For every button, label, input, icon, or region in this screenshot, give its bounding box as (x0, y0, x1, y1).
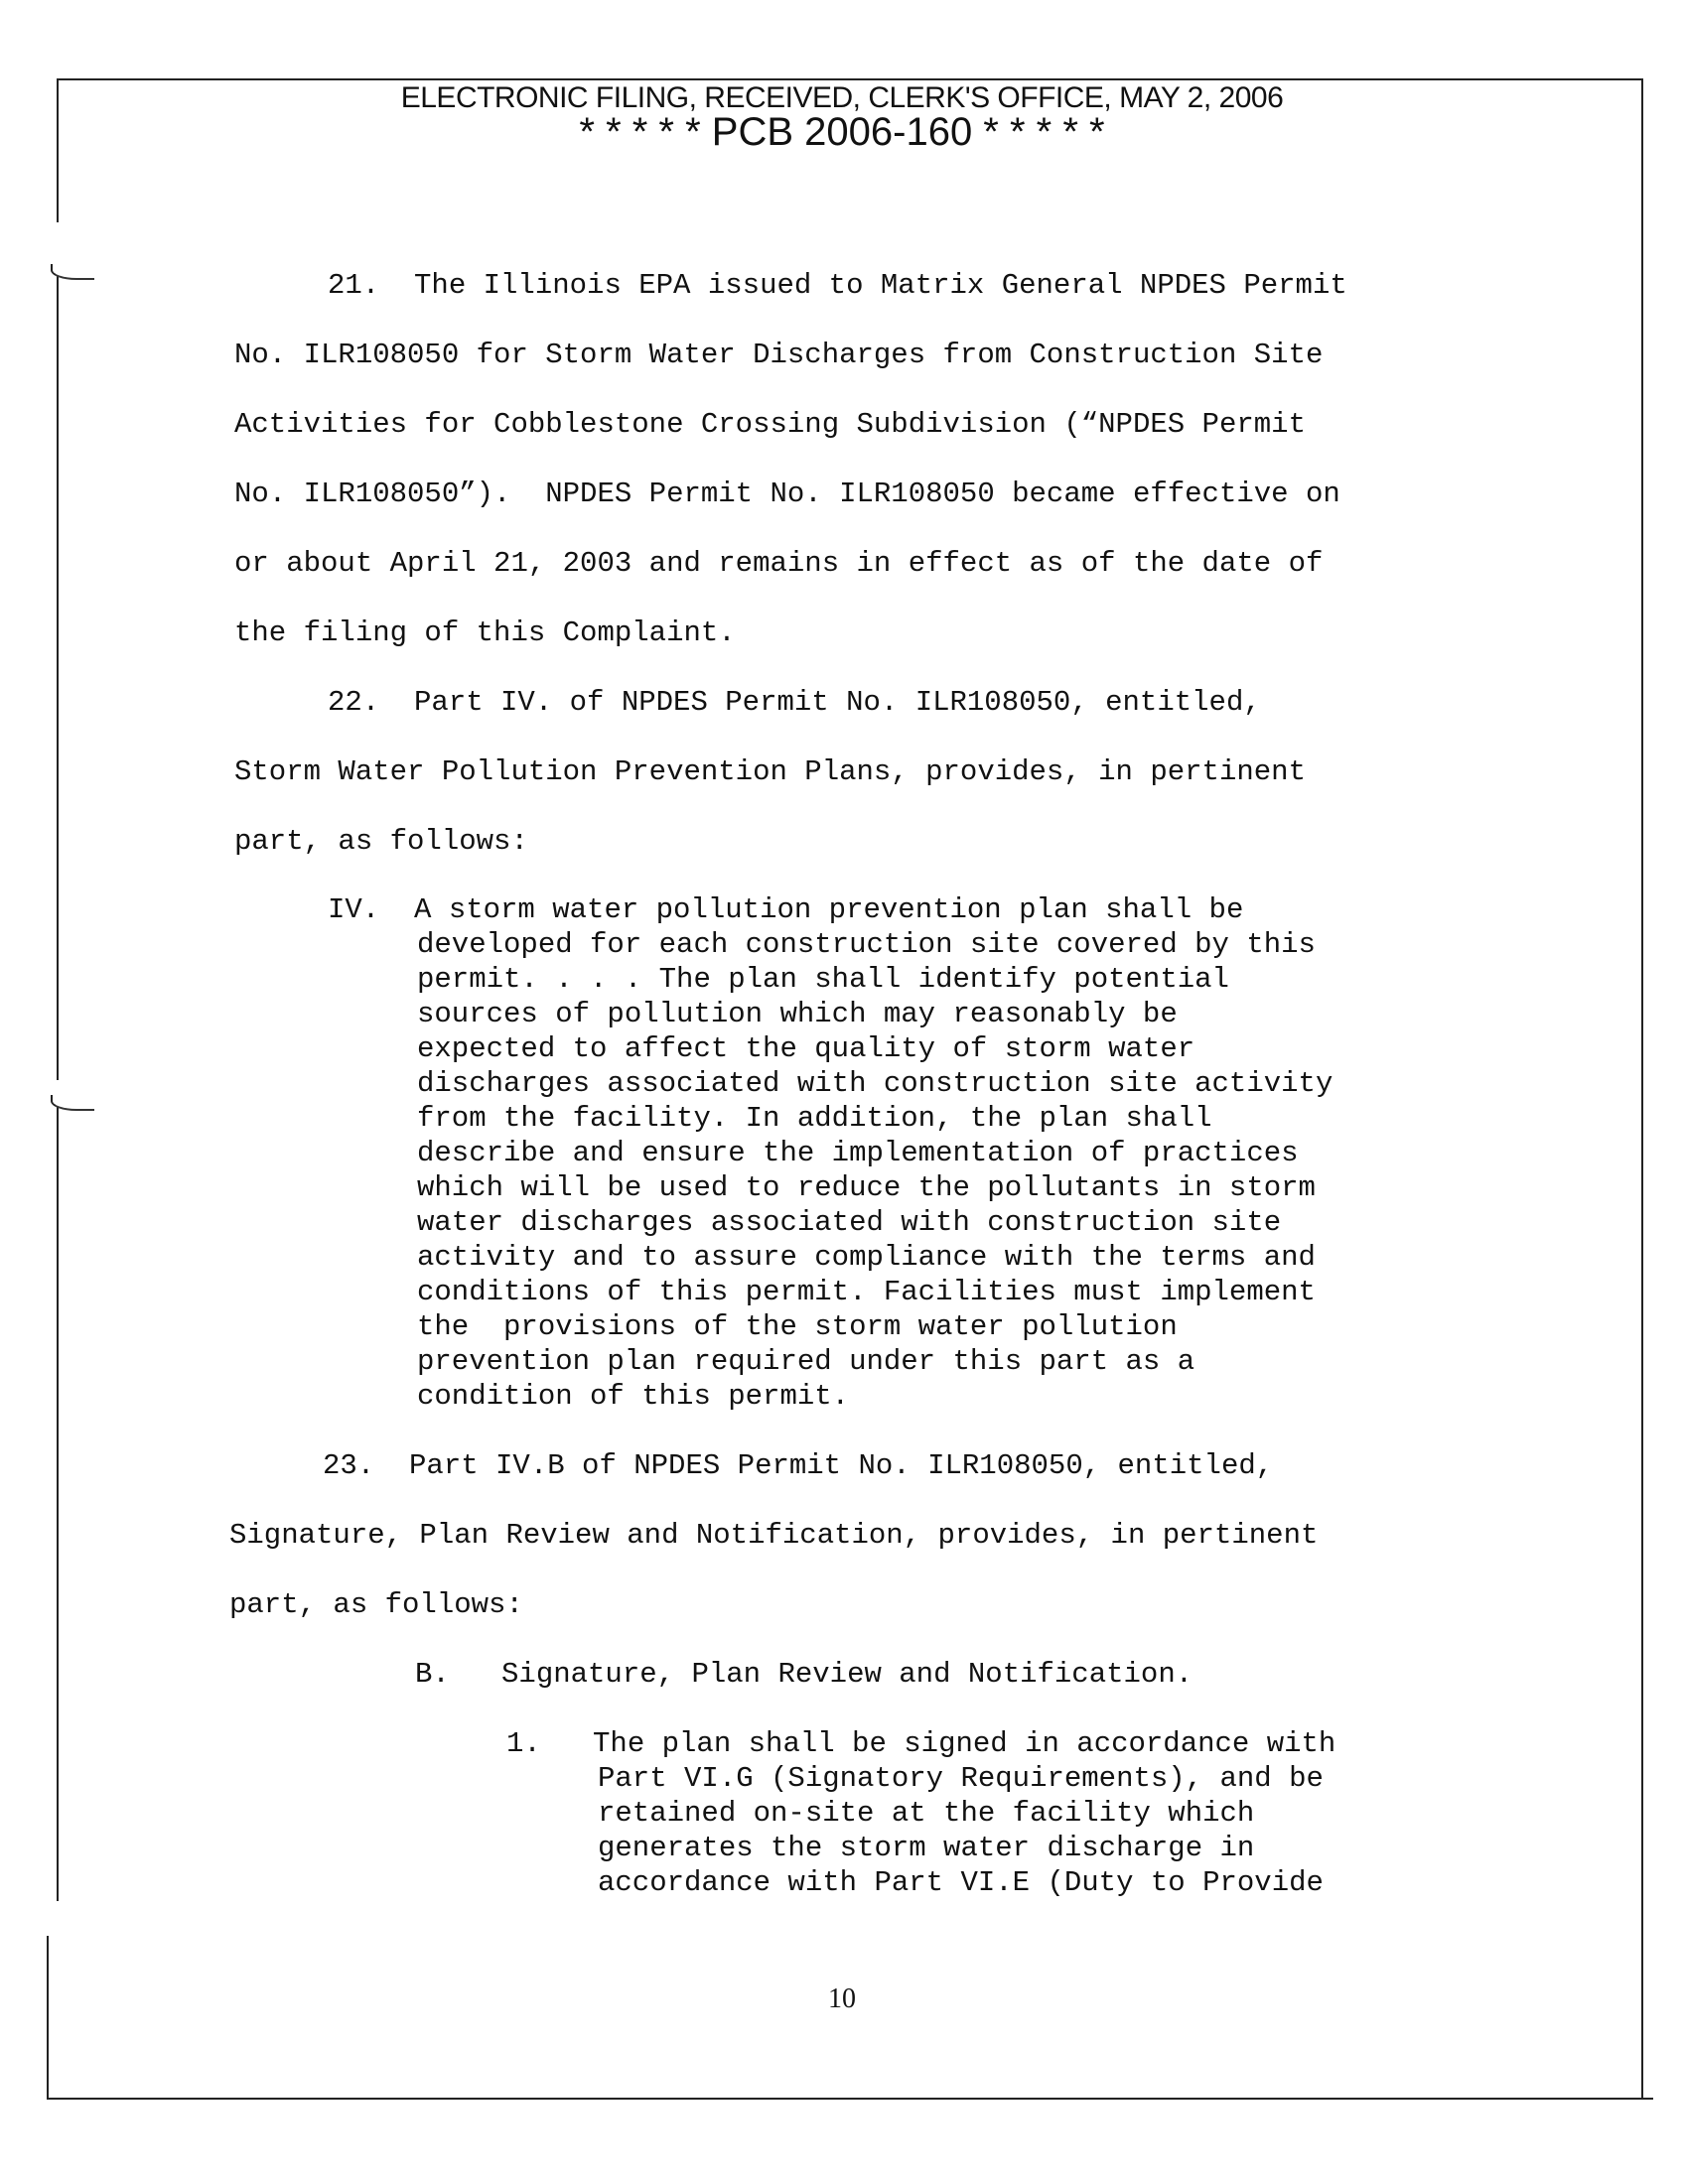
frame-left-line (47, 1936, 49, 2100)
quote-line: permit. . . . The plan shall identify potential (417, 963, 1229, 996)
quote-line: describe and ensure the implementation of practices (417, 1137, 1299, 1169)
quote-line: developed for each construction site covered by this (417, 928, 1316, 961)
quote-heading: B. Signature, Plan Review and Notification. (415, 1658, 1193, 1691)
quote-line: conditions of this permit. Facilities must implement (417, 1276, 1316, 1308)
body-line: the filing of this Complaint. (234, 616, 736, 649)
quote-line: expected to affect the quality of storm water (417, 1032, 1195, 1065)
quote-line: IV. A storm water pollution prevention plan shall be (328, 893, 1244, 926)
body-line: Activities for Cobblestone Crossing Subdivision (“NPDES Permit (234, 408, 1306, 441)
quote-line: condition of this permit. (417, 1380, 850, 1413)
quote-line: Part VI.G (Signatory Requirements), and be (598, 1762, 1324, 1795)
frame-left-line (57, 1107, 59, 1901)
frame-bottom-line (47, 2098, 1653, 2100)
case-number-stamp: * * * * * PCB 2006-160 * * * * * (579, 110, 1105, 154)
body-line: No. ILR108050 for Storm Water Discharges from Construction Site (234, 339, 1324, 371)
quote-line: water discharges associated with construction site (417, 1206, 1282, 1239)
body-line: 22. Part IV. of NPDES Permit No. ILR108050, entitled, (328, 686, 1261, 719)
frame-left-line (57, 276, 59, 1080)
quote-line: generates the storm water discharge in (598, 1832, 1255, 1864)
body-line: Signature, Plan Review and Notification, provides, in pertinent (229, 1519, 1319, 1552)
page-number: 10 (828, 1983, 856, 2014)
quote-line: from the facility. In addition, the plan shall (417, 1102, 1212, 1135)
body-line: or about April 21, 2003 and remains in effect as of the date of (234, 547, 1324, 580)
quote-line: accordance with Part VI.E (Duty to Provide (598, 1866, 1324, 1899)
quote-line: retained on-site at the facility which (598, 1797, 1255, 1830)
quote-line: prevention plan required under this part as a (417, 1345, 1195, 1378)
body-line: No. ILR108050”). NPDES Permit No. ILR108050 became effective on (234, 478, 1340, 510)
filing-stamp-line: ELECTRONIC FILING, RECEIVED, CLERK'S OFFICE, MAY 2, 2006 (400, 81, 1284, 114)
body-line: part, as follows: (229, 1588, 523, 1621)
quote-line: activity and to assure compliance with the terms and (417, 1241, 1316, 1274)
body-line: Storm Water Pollution Prevention Plans, provides, in pertinent (234, 755, 1306, 788)
quote-line: 1. The plan shall be signed in accordance with (506, 1727, 1336, 1760)
quote-line: sources of pollution which may reasonably be (417, 998, 1178, 1030)
quote-line: discharges associated with construction site activity (417, 1067, 1333, 1100)
quote-line: the provisions of the storm water pollution (417, 1310, 1178, 1343)
quote-line: which will be used to reduce the pollutants in storm (417, 1171, 1316, 1204)
frame-top-line (57, 78, 1643, 80)
body-line: 21. The Illinois EPA issued to Matrix General NPDES Permit (328, 269, 1347, 302)
body-line: 23. Part IV.B of NPDES Permit No. ILR108050, entitled, (323, 1449, 1274, 1482)
body-line: part, as follows: (234, 825, 528, 858)
